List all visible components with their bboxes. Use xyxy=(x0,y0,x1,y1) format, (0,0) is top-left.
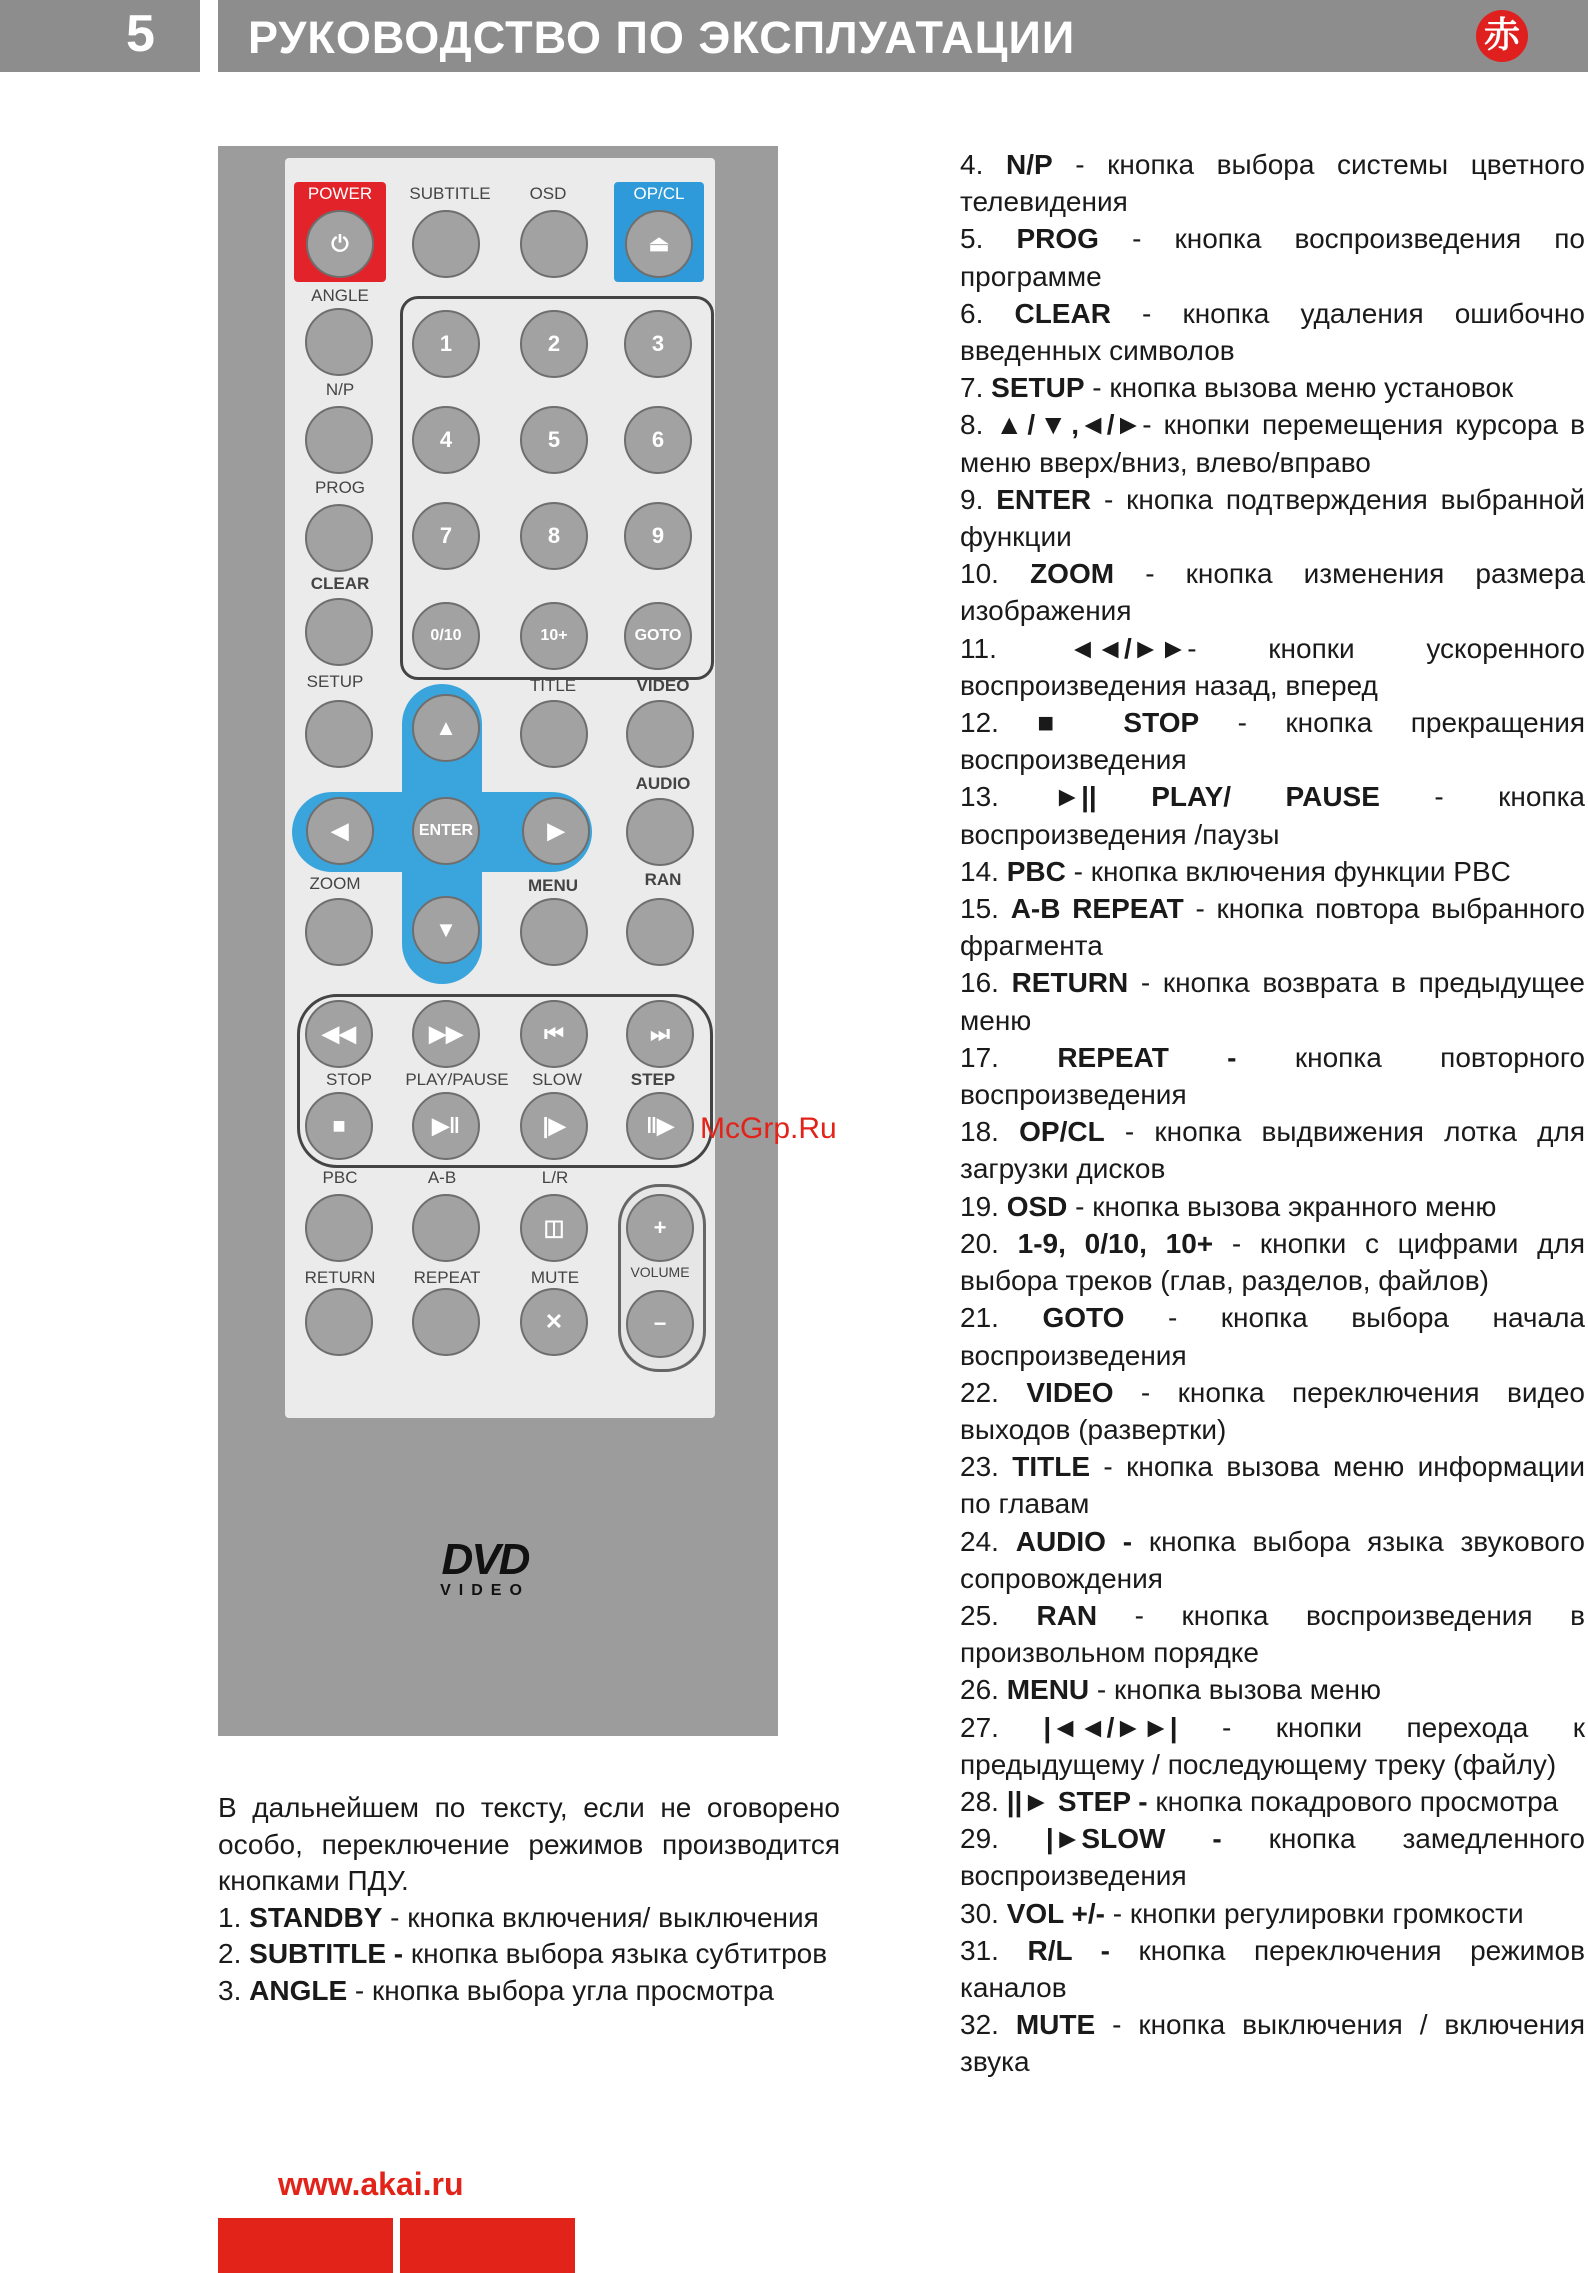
list-item xyxy=(218,1900,840,1937)
item-description: - кнопка подтверждения выбранной функции xyxy=(960,483,1585,553)
osd-label: OSD xyxy=(529,184,567,203)
item-description: - кнопка выбора начала воспроизведения xyxy=(960,1302,1586,1371)
item-key: RETURN xyxy=(1011,967,1129,999)
item-description: кнопка выбора языка звукового сопровождения xyxy=(960,1525,1586,1594)
list-item xyxy=(960,1523,1585,1597)
list-item xyxy=(960,630,1585,704)
clear-label: CLEAR xyxy=(310,574,370,593)
page-number: 5 xyxy=(126,5,155,63)
volume-minus-icon: − xyxy=(626,1290,694,1358)
item-key: ◄◄/►► xyxy=(1068,632,1188,664)
item-description: - кнопки перехода к предыдущему / последующему треку (файлу) xyxy=(960,1711,1585,1780)
next-track-icon: ⏭ xyxy=(626,1000,694,1068)
setup-button xyxy=(305,700,373,768)
opcl-label: OP/CL xyxy=(633,184,685,203)
item-key: A-B REPEAT xyxy=(1010,893,1184,925)
item-description: - кнопки ускоренного воспроизведения назад, вперед xyxy=(960,632,1586,701)
item-description: кнопка замедленного воспроизведения xyxy=(960,1823,1585,1892)
item-key: PROG xyxy=(1016,223,1099,255)
dvd-logo-subtext: VIDEO xyxy=(440,1582,530,1599)
zoom-button xyxy=(305,898,373,966)
item-number: 1. xyxy=(218,1901,250,1933)
repeat-button xyxy=(412,1288,480,1356)
item-description: - кнопка воспроизведения в произвольном порядке xyxy=(960,1599,1586,1669)
item-key: TITLE xyxy=(1012,1451,1091,1483)
mute-icon: ✕ xyxy=(520,1288,588,1356)
item-description: кнопка повторного воспроизведения xyxy=(960,1041,1586,1111)
list-item xyxy=(960,146,1585,220)
digit-7-button: 7 xyxy=(412,502,480,570)
footer-url: www.akai.ru xyxy=(278,2166,464,2202)
item-description: - кнопка вызова меню установок xyxy=(1084,372,1514,404)
item-number: 19. xyxy=(960,1190,1007,1222)
list-item xyxy=(960,1374,1585,1448)
prev-track-icon: ⏮ xyxy=(520,1000,588,1068)
repeat-label: REPEAT xyxy=(413,1268,481,1287)
item-key: STANDBY xyxy=(249,1901,383,1933)
item-description: - кнопка воспроизведения по программе xyxy=(960,223,1585,292)
list-item xyxy=(960,555,1585,629)
item-key: PBC xyxy=(1006,855,1066,887)
rewind-icon: ◀◀ xyxy=(305,1000,373,1068)
play-pause-icon: ▶‖ xyxy=(412,1092,480,1160)
header-bar xyxy=(218,0,1588,72)
item-description: - кнопка вызова меню xyxy=(1089,1674,1381,1706)
list-item xyxy=(960,1932,1585,2006)
item-key: |►SLOW - xyxy=(1045,1823,1222,1855)
right-text-column xyxy=(960,146,1585,2081)
item-number: 21. xyxy=(960,1302,1043,1334)
item-key: ANGLE xyxy=(249,1974,348,2006)
footer-bar-left xyxy=(218,2218,393,2273)
item-key: ■ STOP xyxy=(1037,707,1200,739)
item-number: 23. xyxy=(960,1451,1013,1483)
item-number: 13. xyxy=(960,781,1054,813)
item-key: VIDEO xyxy=(1026,1376,1114,1408)
item-key: MUTE xyxy=(1015,2009,1096,2041)
item-description: - кнопки регулировки громкости xyxy=(1105,1897,1524,1929)
clear-button xyxy=(305,598,373,666)
osd-button xyxy=(520,210,588,278)
item-description: - кнопка выключения / включения звука xyxy=(960,2009,1586,2078)
item-description: - кнопки с цифрами для выбора треков (глав, разделов, файлов) xyxy=(960,1227,1585,1297)
angle-label: ANGLE xyxy=(311,286,369,305)
item-key: |◄◄/►►| xyxy=(1043,1711,1178,1743)
item-number: 11. xyxy=(960,632,1069,664)
dvd-video-logo xyxy=(425,1535,545,1600)
menu-button xyxy=(520,898,588,966)
item-number: 18. xyxy=(960,1116,1020,1148)
digit-0-10-button: 0/10 xyxy=(412,602,480,670)
item-description: - кнопка удаления ошибочно введенных символов xyxy=(960,297,1585,367)
item-number: 15. xyxy=(960,893,1011,925)
list-item xyxy=(960,964,1585,1038)
menu-label: MENU xyxy=(527,876,579,895)
list-item xyxy=(960,1783,1585,1820)
item-number: 16. xyxy=(960,967,1012,999)
item-key: 1-9, 0/10, 10+ xyxy=(1017,1227,1214,1259)
prog-label: PROG xyxy=(314,478,366,497)
title-button xyxy=(520,700,588,768)
akai-logo-icon: 赤 xyxy=(1476,10,1528,62)
item-number: 24. xyxy=(960,1525,1016,1557)
footer-bar-right xyxy=(400,2218,575,2273)
item-description: - кнопка вызова меню информации по главам xyxy=(960,1451,1586,1520)
item-number: 17. xyxy=(960,1041,1058,1073)
list-item xyxy=(960,778,1585,852)
arrow-up-icon: ▲ xyxy=(412,694,480,762)
slow-label: SLOW xyxy=(531,1070,583,1089)
list-item xyxy=(960,1039,1585,1113)
zoom-label: ZOOM xyxy=(309,874,361,893)
ab-button xyxy=(412,1194,480,1262)
ab-label: A-B xyxy=(427,1168,457,1187)
audio-label: AUDIO xyxy=(635,774,691,793)
subtitle-label: SUBTITLE xyxy=(409,184,491,203)
list-item xyxy=(960,1597,1585,1671)
item-key: AUDIO - xyxy=(1015,1525,1133,1557)
item-number: 32. xyxy=(960,2009,1016,2041)
digit-8-button: 8 xyxy=(520,502,588,570)
list-item xyxy=(960,853,1585,890)
list-item xyxy=(960,1299,1585,1373)
item-description: кнопка покадрового просмотра xyxy=(1147,1785,1559,1817)
right-items-list xyxy=(960,146,1585,2081)
item-key: ENTER xyxy=(996,483,1092,515)
item-key: REPEAT - xyxy=(1057,1041,1237,1073)
goto-button: GOTO xyxy=(624,602,692,670)
np-label: N/P xyxy=(325,380,355,399)
return-button xyxy=(305,1288,373,1356)
step-label: STEP xyxy=(630,1070,676,1089)
item-key: ||► STEP - xyxy=(1006,1785,1148,1817)
arrow-down-icon: ▼ xyxy=(412,896,480,964)
item-description: - кнопка возврата в предыдущее меню xyxy=(960,967,1586,1036)
item-number: 22. xyxy=(960,1376,1027,1408)
item-description: кнопка переключения режимов каналов xyxy=(960,1934,1586,2003)
lr-label: L/R xyxy=(541,1168,569,1187)
item-number: 10. xyxy=(960,558,1031,590)
item-number: 31. xyxy=(960,1934,1028,1966)
item-key: MENU xyxy=(1006,1674,1090,1706)
setup-label: SETUP xyxy=(306,672,364,691)
item-number: 20. xyxy=(960,1227,1018,1259)
stop-icon: ■ xyxy=(305,1092,373,1160)
power-icon: ⏻ xyxy=(306,210,374,278)
ran-button xyxy=(626,898,694,966)
digit-2-button: 2 xyxy=(520,310,588,378)
item-key: VOL +/- xyxy=(1006,1897,1105,1929)
list-item xyxy=(960,1188,1585,1225)
list-item xyxy=(960,2006,1585,2080)
list-item xyxy=(960,295,1585,369)
enter-button: ENTER xyxy=(412,797,480,865)
item-key: SUBTITLE - xyxy=(249,1938,404,1969)
item-key: ▲/▼,◄/► xyxy=(995,409,1143,441)
digit-10plus-button: 10+ xyxy=(520,602,588,670)
item-number: 6. xyxy=(960,297,1015,329)
list-item xyxy=(960,369,1585,406)
list-item xyxy=(960,1709,1585,1783)
list-item xyxy=(960,1113,1585,1187)
item-number: 14. xyxy=(960,855,1007,887)
list-item xyxy=(960,1895,1585,1932)
left-items-list xyxy=(218,1900,840,2010)
power-label: POWER xyxy=(307,184,373,203)
item-key: ►|| PLAY/ PAUSE xyxy=(1053,781,1380,813)
volume-label: VOLUME xyxy=(630,1264,690,1280)
list-item xyxy=(960,1225,1585,1299)
item-description: - кнопки перемещения курсора в меню вверх/вниз, влево/вправо xyxy=(960,409,1585,478)
item-description: - кнопка воспроизведения /паузы xyxy=(960,781,1586,850)
item-key: ZOOM xyxy=(1030,558,1115,590)
item-description: - кнопка изменения размера изображения xyxy=(960,558,1586,627)
list-item xyxy=(960,890,1585,964)
item-key: RAN xyxy=(1036,1599,1098,1631)
item-description: - кнопка выдвижения лотка для загрузки дисков xyxy=(960,1116,1585,1185)
item-number: 30. xyxy=(960,1897,1007,1929)
lr-icon: ◫ xyxy=(520,1194,588,1262)
item-number: 28. xyxy=(960,1785,1007,1817)
item-description: - кнопка включения/ выключения xyxy=(382,1901,819,1933)
digit-1-button: 1 xyxy=(412,310,480,378)
item-description: - кнопка переключения видео выходов (развертки) xyxy=(960,1376,1586,1445)
list-item xyxy=(960,1671,1585,1708)
dvd-logo-text: DVD xyxy=(441,1535,529,1584)
video-button xyxy=(626,700,694,768)
item-number: 8. xyxy=(960,409,996,441)
ran-label: RAN xyxy=(644,870,682,889)
eject-icon: ⏏ xyxy=(625,210,693,278)
item-key: R/L - xyxy=(1027,1934,1110,1966)
page-number-bar xyxy=(0,0,200,72)
slow-icon: |▶ xyxy=(520,1092,588,1160)
angle-button xyxy=(305,308,373,376)
stop-label: STOP xyxy=(326,1070,372,1089)
item-number: 26. xyxy=(960,1674,1007,1706)
fast-forward-icon: ▶▶ xyxy=(412,1000,480,1068)
item-number: 29. xyxy=(960,1823,1046,1855)
subtitle-button xyxy=(412,210,480,278)
item-description: - кнопка выбора системы цветного телевидения xyxy=(960,149,1585,218)
pbc-label: PBC xyxy=(322,1168,358,1187)
item-number: 9. xyxy=(960,483,997,515)
list-item xyxy=(960,1448,1585,1522)
audio-button xyxy=(626,798,694,866)
item-key: CLEAR xyxy=(1014,297,1111,329)
title-label: TITLE xyxy=(529,676,577,695)
playpause-label: PLAY/PAUSE xyxy=(405,1070,509,1089)
list-item xyxy=(960,406,1585,480)
list-item xyxy=(218,1936,840,1973)
item-number: 4. xyxy=(960,149,1006,180)
item-number: 25. xyxy=(960,1599,1037,1631)
item-number: 7. xyxy=(960,372,992,404)
item-number: 2. xyxy=(218,1938,250,1969)
list-item xyxy=(960,704,1585,778)
item-number: 12. xyxy=(960,707,1038,739)
np-button xyxy=(305,406,373,474)
item-description: - кнопка включения функции PBC xyxy=(1065,855,1511,887)
list-item xyxy=(960,481,1585,555)
item-description: кнопка выбора языка субтитров xyxy=(403,1938,828,1969)
return-label: RETURN xyxy=(304,1268,376,1287)
digit-5-button: 5 xyxy=(520,406,588,474)
left-text-column xyxy=(218,1790,840,2009)
item-description: - кнопка прекращения воспроизведения xyxy=(960,707,1586,776)
item-key: N/P xyxy=(1005,149,1053,180)
list-item xyxy=(218,1973,840,2010)
list-item xyxy=(960,220,1585,294)
volume-plus-icon: + xyxy=(626,1194,694,1262)
pbc-button xyxy=(305,1194,373,1262)
digit-4-button: 4 xyxy=(412,406,480,474)
video-label: VIDEO xyxy=(636,676,690,695)
list-item xyxy=(960,1820,1585,1894)
digit-9-button: 9 xyxy=(624,502,692,570)
page-title: РУКОВОДСТВО ПО ЭКСПЛУАТАЦИИ xyxy=(248,12,1076,63)
item-key: SETUP xyxy=(991,372,1085,404)
item-number: 27. xyxy=(960,1711,1044,1743)
digit-3-button: 3 xyxy=(624,310,692,378)
item-key: GOTO xyxy=(1042,1302,1125,1334)
digit-6-button: 6 xyxy=(624,406,692,474)
item-key: OP/CL xyxy=(1019,1116,1105,1148)
item-description: - кнопка повтора выбранного фрагмента xyxy=(960,893,1585,962)
item-description: - кнопка вызова экранного меню xyxy=(1067,1190,1497,1222)
item-number: 3. xyxy=(218,1974,250,2006)
arrow-left-icon: ◀ xyxy=(306,797,374,865)
prog-button xyxy=(305,504,373,572)
item-description: - кнопка выбора угла просмотра xyxy=(347,1974,774,2006)
step-icon: ‖▶ xyxy=(626,1092,694,1160)
watermark: McGrp.Ru xyxy=(700,1112,837,1145)
mute-label: MUTE xyxy=(530,1268,580,1287)
intro-paragraph: В дальнейшем по тексту, если не оговорено особо, переключение режимов производится кнопками ПДУ. xyxy=(218,1792,840,1896)
item-number: 5. xyxy=(960,223,1017,255)
item-key: OSD xyxy=(1006,1190,1068,1222)
arrow-right-icon: ▶ xyxy=(522,797,590,865)
